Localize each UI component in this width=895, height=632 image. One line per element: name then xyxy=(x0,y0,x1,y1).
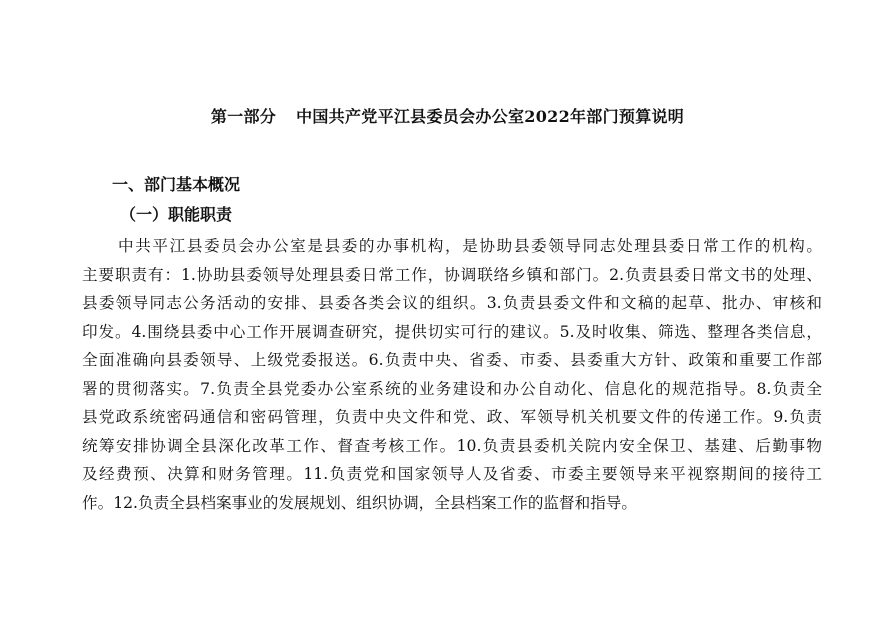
paragraph-line: 县党政系统密码通信和密码管理，负责中央文件和党、政、军领导机关机要文件的传递工作。9.负责 xyxy=(82,408,822,426)
paragraph-line: 印发。4.围绕县委中心工作开展调查研究，提供切实可行的建议。5.及时收集、筛选、整理各类信息， xyxy=(82,322,822,341)
paragraph-line: 及经费预、决算和财务管理。11.负责党和国家领导人及省委、市委主要领导来平视察期间的接待工 xyxy=(82,465,822,483)
title-part-label: 第一部分 xyxy=(210,107,277,126)
paragraph-line: 全面准确向县委领导、上级党委报送。6.负责中央、省委、市委、县委重大方针、政策和重要工作部 xyxy=(82,351,822,369)
subsection-heading: （一）职能职责 xyxy=(120,205,233,224)
paragraph-line: 作。12.负责全县档案事业的发展规划、组织协调，全县档案工作的监督和指导。 xyxy=(82,493,637,512)
paragraph-line: 统筹安排协调全县深化改革工作、督查考核工作。10.负责县委机关院内安全保卫、基建、后勤事物 xyxy=(82,436,822,455)
paragraph-line: 主要职责有：1.协助县委领导处理县委日常工作，协调联络乡镇和部门。2.负责县委日常文书的处理、 xyxy=(82,265,822,284)
section-heading: 一、部门基本概况 xyxy=(112,175,241,194)
duties-paragraph xyxy=(82,232,822,517)
title-main-text: 中国共产党平江县委员会办公室2022年部门预算说明 xyxy=(296,107,685,126)
document-title xyxy=(0,104,895,127)
paragraph-line: 县委领导同志公务活动的安排、县委各类会议的组织。3.负责县委文件和文稿的起草、批办、审核和 xyxy=(82,294,822,312)
paragraph-line: 署的贯彻落实。7.负责全县党委办公室系统的业务建设和办公自动化、信息化的规范指导。8.负责全 xyxy=(82,379,822,398)
paragraph-line: 中共平江县委员会办公室是县委的办事机构，是协助县委领导同志处理县委日常工作的机构。 xyxy=(118,237,822,255)
